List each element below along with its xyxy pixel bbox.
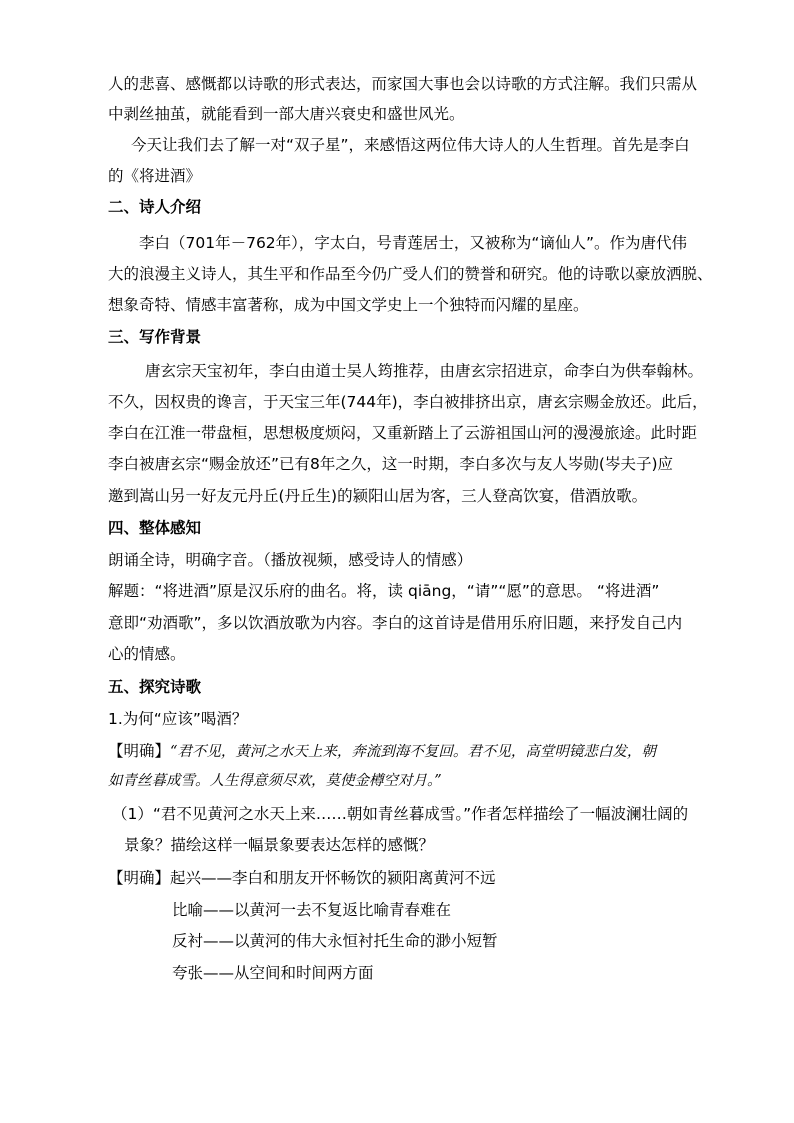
poet-intro-line-3: 想象奇特、情感丰富著称，成为中国文学史上一个独特而闪耀的星座。 <box>108 296 589 314</box>
poem-quote-line-2: 如青丝暮成雪。人生得意须尽欢，莫使金樽空对月。” <box>108 773 442 789</box>
intro-line-1: 人的悲喜、感慨都以诗歌的形式表达，而家国大事也会以诗歌的方式注解。我们只需从 <box>108 75 698 93</box>
overall-line-2: 解题：“将进酒”原是汉乐府的曲名。将，读 qiāng，“请”“愿”的意思。 “将进酒” <box>108 582 660 600</box>
clarify-label: 【明确】 <box>108 742 171 760</box>
background-line-3: 李白在江淮一带盘桓，思想极度烦闷，又重新踏上了云游祖国山河的漫漫旅途。此时距 <box>108 424 698 442</box>
background-line-2: 不久，因权贵的谗言，于天宝三年(744年)，李白被排挤出京，唐玄宗赐金放还。此后， <box>108 393 708 411</box>
device-xingqi: 起兴——李白和朋友开怀畅饮的颍阳离黄河不远 <box>170 869 496 887</box>
section-heading-background: 三、写作背景 <box>108 328 202 346</box>
section-heading-overall: 四、整体感知 <box>108 519 202 537</box>
overall-line-3: 意即“劝酒歌”，多以饮酒放歌为内容。李白的这首诗是借用乐府旧题，来抒发自己内 <box>108 614 683 632</box>
background-line-5: 邀到嵩山另一好友元丹丘(丹丘生)的颍阳山居为客，三人登高饮宴，借酒放歌。 <box>108 487 648 505</box>
device-exaggeration: 夸张——从空间和时间两方面 <box>172 964 374 982</box>
overall-line-4: 心的情感。 <box>108 645 186 663</box>
device-contrast: 反衬——以黄河的伟大永恒衬托生命的渺小短暂 <box>172 932 498 950</box>
background-line-1: 唐玄宗天宝初年，李白由道士吴人筠推荐，由唐玄宗招进京，命李白为供奉翰林。 <box>145 362 704 380</box>
background-line-4: 李白被唐玄宗“赐金放还”已有8年之久，这一时期，李白多次与友人岑勋(岑夫子)应 <box>108 455 674 473</box>
clarify-1-line-1 <box>108 740 748 763</box>
sub-question-1-line-2: 景象？描绘这样一幅景象要表达怎样的感慨？ <box>124 836 435 854</box>
clarify-2-line-1 <box>108 867 748 889</box>
section-heading-poet-intro: 二、诗人介绍 <box>108 198 202 216</box>
intro-line-4: 的《将进酒》 <box>108 167 202 185</box>
poet-intro-line-1: 李白（701年－762年），字太白，号青莲居士，又被称为“谪仙人”。作为唐代伟 <box>139 234 687 252</box>
poem-quote-line-1: “君不见，黄河之水天上来，奔流到海不复回。君不见，高堂明镜悲白发，朝 <box>170 744 656 760</box>
section-heading-explore: 五、探究诗歌 <box>108 678 202 696</box>
intro-line-2: 中剥丝抽茧，就能看到一部大唐兴衰史和盛世风光。 <box>108 105 465 123</box>
poet-intro-line-2: 大的浪漫主义诗人，其生平和作品至今仍广受人们的赞誉和研究。他的诗歌以豪放洒脱、 <box>108 265 713 283</box>
sub-question-1-line-1: （1）“君不见黄河之水天上来……朝如青丝暮成雪。”作者怎样描绘了一幅波澜壮阔的 <box>112 805 689 823</box>
clarify-label: 【明确】 <box>108 869 171 887</box>
overall-line-1: 朗诵全诗，明确字音。（播放视频，感受诗人的情感） <box>108 551 473 569</box>
question-1: 1.为何“应该”喝酒？ <box>108 710 248 728</box>
intro-line-3: 今天让我们去了解一对“双子星”，来感悟这两位伟大诗人的人生哲理。首先是李白 <box>131 136 690 154</box>
device-metaphor: 比喻——以黄河一去不复返比喻青春难在 <box>172 901 452 919</box>
